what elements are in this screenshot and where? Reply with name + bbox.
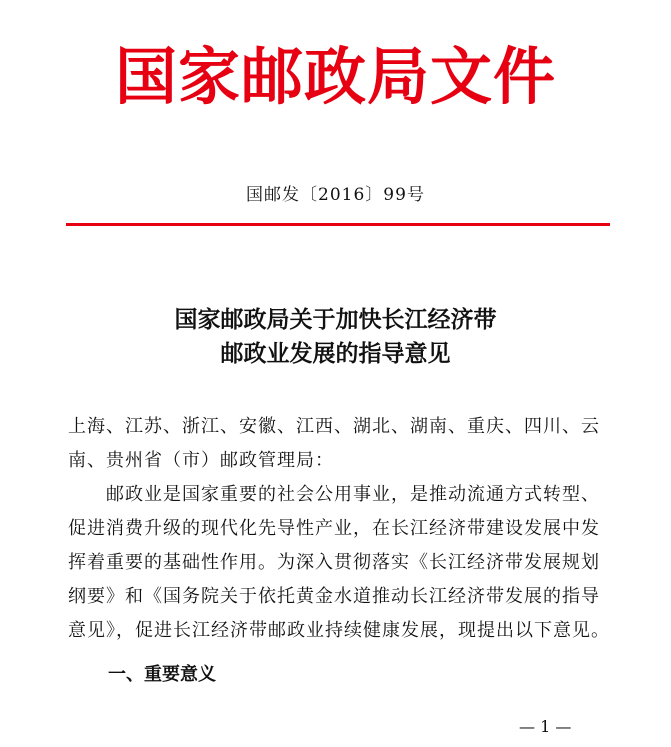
recipient-line: 上海、江苏、浙江、安徽、江西、湖北、湖南、重庆、四川、云南、贵州省（市）邮政管理局：: [68, 416, 600, 471]
document-body: [68, 410, 612, 648]
document-title-line-2: 邮政业发展的指导意见: [220, 340, 451, 367]
document-title-line-1: 国家邮政局关于加快长江经济带: [174, 306, 497, 333]
red-divider-line: [66, 223, 610, 226]
page-number: — 1 —: [519, 717, 572, 736]
masthead-title: 国家邮政局文件: [114, 40, 556, 113]
document-number: 国邮发〔2016〕99号: [246, 185, 425, 205]
document-title: [0, 303, 671, 371]
body-paragraph: 邮政业是国家重要的社会公用事业，是推动流通方式转型、促进消费升级的现代化先导性产业，在长江经济带建设发展中发挥着重要的基础性作用。为深入贯彻落实《长江经济带发展规划纲要》和《国务院关于依托黄金水道推动长江经济带发展的指导意见》，促进长江经济带邮政业持续健康发展，现提出以下意见。: [68, 484, 610, 641]
section-heading: 一、重要意义: [108, 664, 216, 685]
